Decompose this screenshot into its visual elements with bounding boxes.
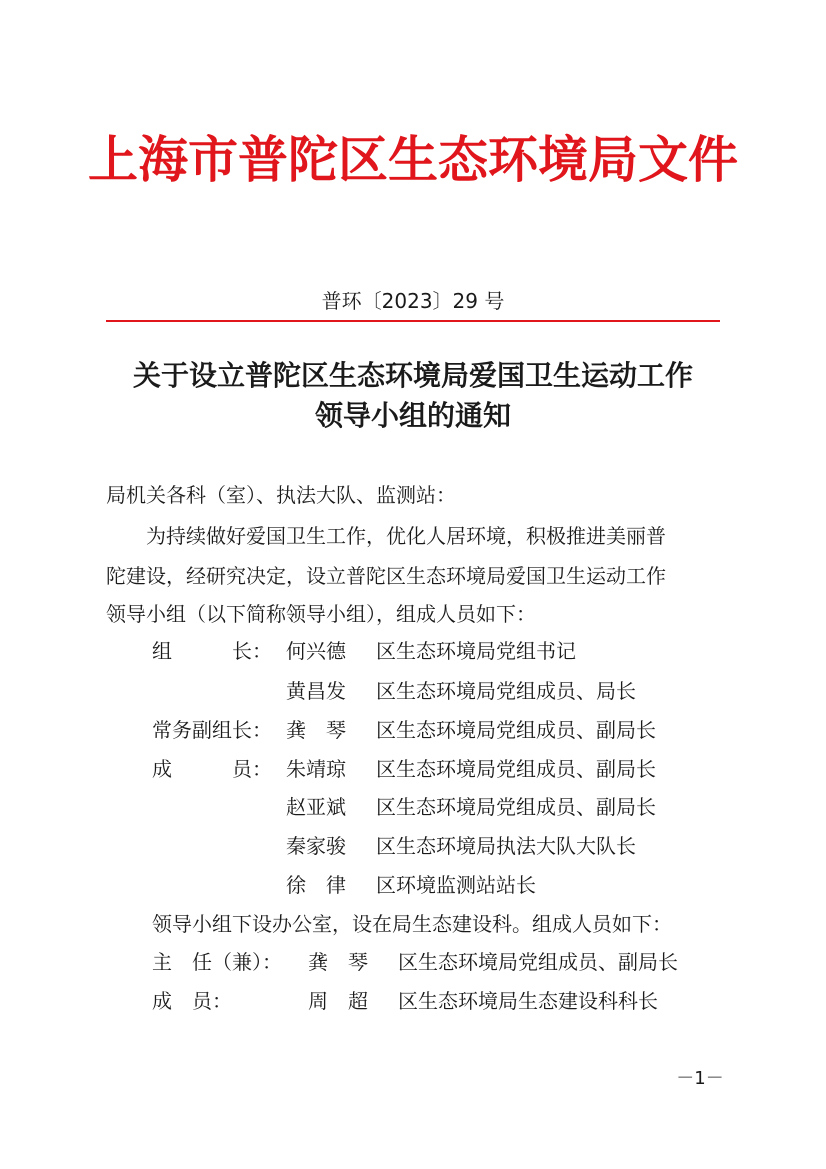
- member-position: 区生态环境局党组成员、副局长: [376, 718, 656, 742]
- body-paragraph-line-3: 领导小组（以下简称领导小组），组成人员如下：: [106, 602, 536, 626]
- member-position: 区生态环境局执法大队大队长: [376, 834, 636, 858]
- member-name: 龚 琴: [286, 718, 346, 742]
- member-name: 朱靖琼: [286, 757, 346, 781]
- office-intro-line: 领导小组下设办公室，设在局生态建设科。组成人员如下：: [152, 912, 672, 936]
- member-name: 徐 律: [286, 873, 346, 897]
- member-name: 赵亚斌: [286, 795, 346, 819]
- member-role: 成 员：: [152, 757, 272, 781]
- office-member-name: 龚 琴: [308, 950, 368, 974]
- red-divider-line: [106, 320, 720, 322]
- notice-title-line-1: 关于设立普陀区生态环境局爱国卫生运动工作: [132, 359, 693, 392]
- member-role: 常务副组长：: [152, 718, 272, 742]
- recipients-line: 局机关各科（室）、执法大队、监测站：: [106, 483, 456, 507]
- body-paragraph-line-1: 为持续做好爱国卫生工作，优化人居环境，积极推进美丽普: [146, 524, 666, 548]
- member-role: 组 长：: [152, 639, 272, 663]
- document-header-title: 上海市普陀区生态环境局文件: [88, 130, 738, 189]
- member-position: 区生态环境局党组成员、副局长: [376, 757, 656, 781]
- member-name: 黄昌发: [286, 679, 346, 703]
- member-name: 何兴德: [286, 639, 346, 663]
- member-position: 区生态环境局党组成员、局长: [376, 679, 636, 703]
- office-member-role: 主 任（兼）：: [152, 950, 282, 974]
- page-number: －1－: [676, 1068, 724, 1089]
- office-member-role: 成 员：: [152, 989, 232, 1013]
- member-position: 区生态环境局党组成员、副局长: [376, 795, 656, 819]
- document-number: 普环〔2023〕29 号: [321, 289, 505, 313]
- office-member-position: 区生态环境局党组成员、副局长: [398, 950, 678, 974]
- member-position: 区生态环境局党组书记: [376, 639, 576, 663]
- member-position: 区环境监测站站长: [376, 873, 536, 897]
- office-member-name: 周 超: [308, 989, 368, 1013]
- body-paragraph-line-2: 陀建设，经研究决定，设立普陀区生态环境局爱国卫生运动工作: [106, 564, 666, 588]
- notice-title-line-2: 领导小组的通知: [314, 399, 511, 432]
- member-name: 秦家骏: [286, 834, 346, 858]
- office-member-position: 区生态环境局生态建设科科长: [398, 989, 658, 1013]
